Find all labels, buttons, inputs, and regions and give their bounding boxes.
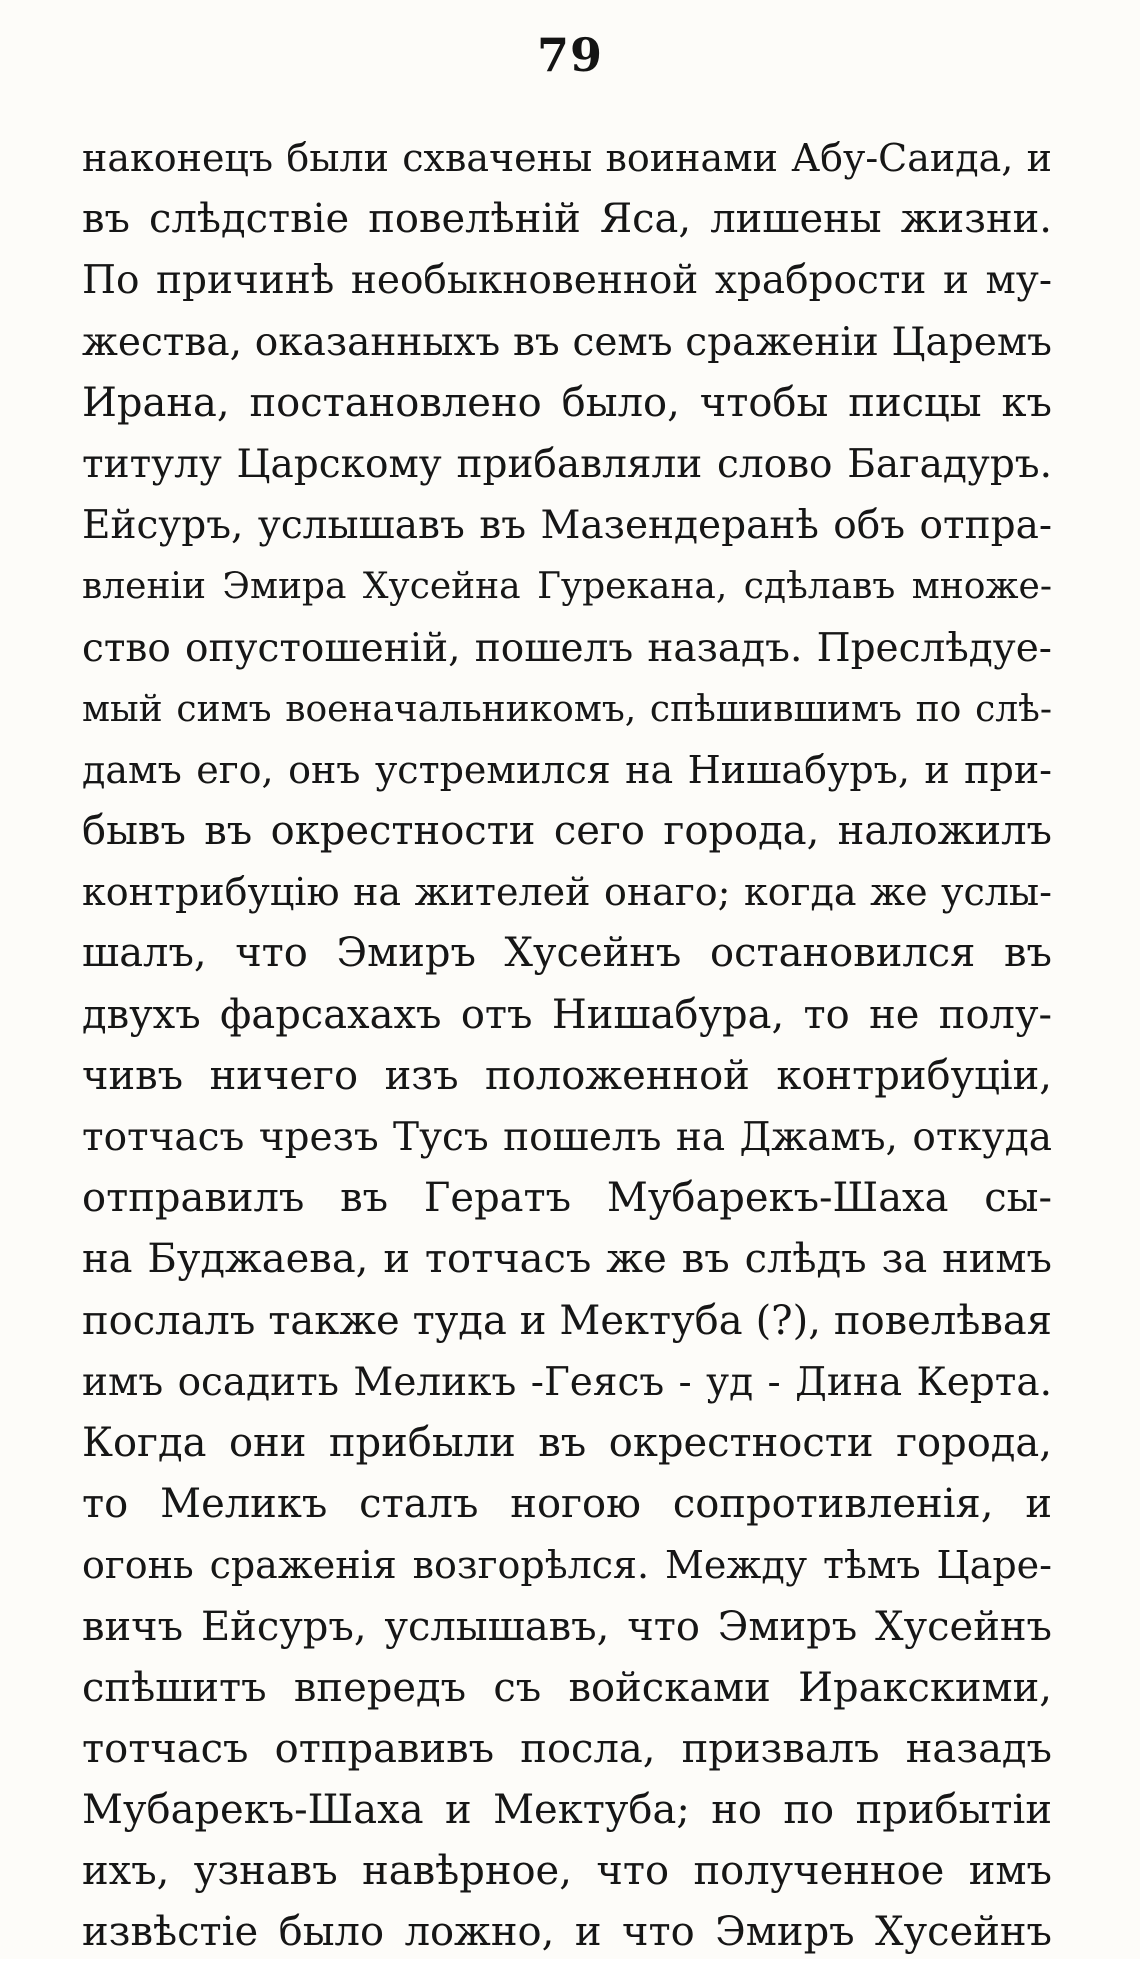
text-line: Мубарекъ-Шаха и Мектуба; но по прибытіи bbox=[82, 1787, 1052, 1834]
text-line: вичъ Ейсуръ, услышавъ, что Эмиръ Хусейнъ bbox=[82, 1603, 1052, 1650]
text-line: жества, оказанныхъ въ семъ сраженіи Царемъ bbox=[82, 319, 1052, 365]
text-line: тотчасъ чрезъ Тусъ пошелъ на Джамъ, откуда bbox=[82, 1115, 1052, 1160]
text-line: въ слѣдствіе повелѣній Яса, лишены жизни. bbox=[82, 196, 1052, 243]
text-line: По причинѣ необыкновенной храбрости и му- bbox=[82, 258, 1052, 304]
text-line: бывъ въ окрестности сего города, наложилъ bbox=[82, 808, 1052, 855]
text-line: тотчасъ отправивъ посла, призвалъ назадъ bbox=[82, 1725, 1052, 1772]
text-line: чивъ ничего изъ положенной контрибуціи, bbox=[82, 1052, 1052, 1099]
text-line: Когда они прибыли въ окрестности города, bbox=[82, 1419, 1052, 1466]
text-line: дамъ его, онъ устремился на Нишабуръ, и при- bbox=[82, 747, 1052, 792]
text-line: спѣшитъ впередъ съ войсками Иракскими, bbox=[82, 1664, 1052, 1711]
body-text bbox=[82, 128, 1052, 1964]
text-line: двухъ фарсахахъ отъ Нишабура, то не полу- bbox=[82, 991, 1052, 1038]
text-line: вленіи Эмира Хусейна Гуреканa, сдѣлавъ множе- bbox=[82, 566, 1052, 608]
text-line: отправилъ въ Гератъ Мубарекъ-Шаха сы- bbox=[82, 1175, 1052, 1222]
text-line: имъ осадить Меликъ -Геясъ - уд - Дина Керта. bbox=[82, 1359, 1052, 1405]
text-line: наконецъ были схвачены воинами Абу-Саида, и bbox=[82, 136, 1052, 180]
text-line: шалъ, что Эмиръ Хусейнъ остановился въ bbox=[82, 930, 1052, 977]
text-line: ихъ, узнавъ навѣрное, что полученное имъ bbox=[82, 1848, 1052, 1895]
text-line: извѣстіе было ложно, и что Эмиръ Хусейнъ bbox=[82, 1909, 1052, 1956]
text-line: контрибуцію на жителей онаго; когда же услы- bbox=[82, 870, 1052, 915]
text-line: мый симъ военачальникомъ, спѣшившимъ по слѣ- bbox=[82, 688, 1052, 730]
text-line: на Буджаева, и тотчасъ же въ слѣдъ за нимъ bbox=[82, 1236, 1052, 1283]
text-line: огонь сраженія возгорѣлся. Между тѣмъ Царе- bbox=[82, 1543, 1052, 1588]
text-line: Ейсуръ, услышавъ въ Мазендеранѣ объ отпра- bbox=[82, 503, 1052, 549]
text-line: послалъ также туда и Мектуба (?), повелѣвая bbox=[82, 1297, 1052, 1344]
text-line: то Меликъ сталъ ногою сопротивленія, и bbox=[82, 1481, 1052, 1528]
text-line: ство опустошеній, пошелъ назадъ. Преслѣдуе- bbox=[82, 625, 1052, 671]
page-number: 79 bbox=[536, 28, 603, 82]
text-line: Ирана, постановлено было, чтобы писцы къ bbox=[82, 379, 1052, 426]
text-line: титулу Царскому прибавляли слово Багадуръ. bbox=[82, 441, 1052, 487]
